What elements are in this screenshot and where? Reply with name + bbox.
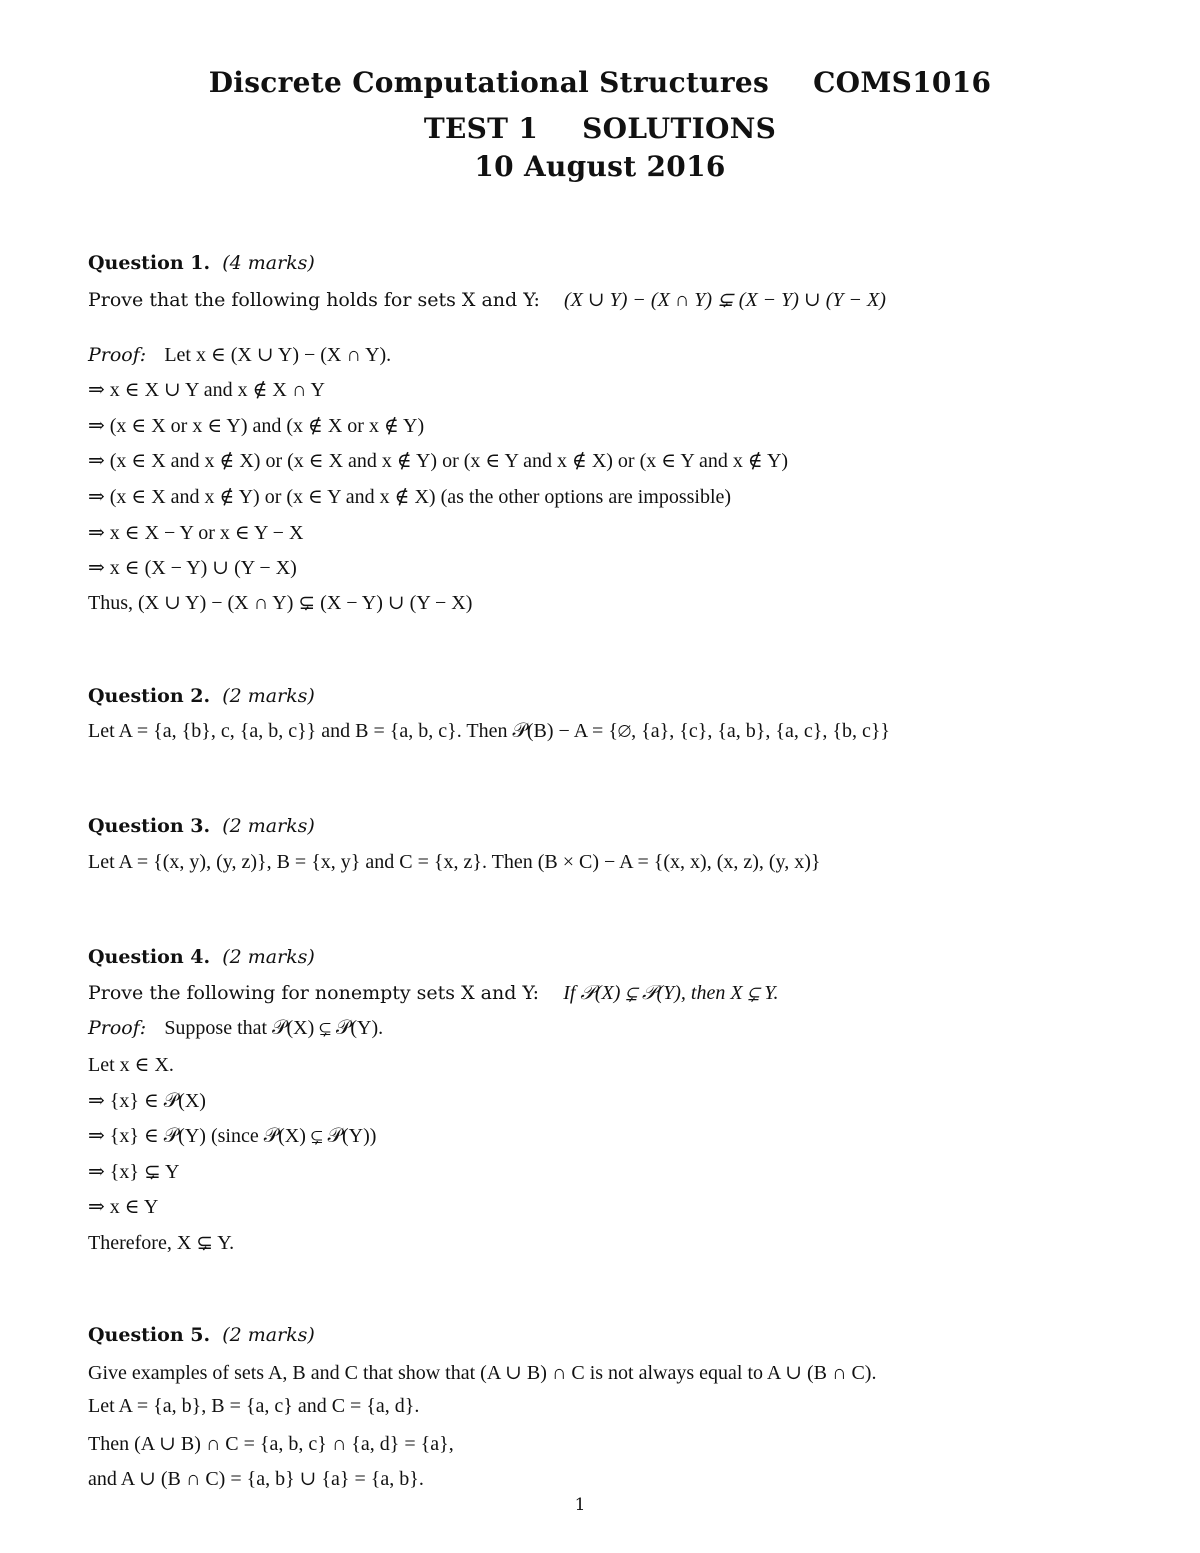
course-name: Discrete Computational Structures bbox=[208, 66, 770, 99]
q3-heading: Question 3. bbox=[88, 815, 211, 837]
q4-proof-line-4: ⇒ {x} ∈ 𝒫(Y) (since 𝒫(X) ⊊ 𝒫(Y)) bbox=[88, 1125, 377, 1147]
q1-conclusion: Thus, (X ∪ Y) − (X ∩ Y) ⊊ (X − Y) ∪ (Y − X) bbox=[88, 592, 473, 614]
q4-prompt-line bbox=[88, 982, 779, 1005]
q1-proof-label: Proof: bbox=[88, 344, 147, 366]
q5-prompt: Give examples of sets A, B and C that show that (A ∪ B) ∩ C is not always equal to A ∪ (B ∩ C). bbox=[88, 1362, 877, 1384]
q1-statement: (X ∪ Y) − (X ∩ Y) ⊊ (X − Y) ∪ (Y − X) bbox=[564, 289, 886, 311]
q1-prompt-line bbox=[88, 287, 886, 312]
q1-heading-line bbox=[88, 252, 315, 274]
course-title-line bbox=[0, 66, 1200, 99]
test-title-line bbox=[0, 112, 1200, 145]
q1-proof-line-6: ⇒ x ∈ X − Y or x ∈ Y − X bbox=[88, 522, 304, 544]
q1-proof-line-5: ⇒ (x ∈ X and x ∉ Y) or (x ∈ Y and x ∉ X) (as the other options are impossible) bbox=[88, 486, 732, 508]
course-code: COMS1016 bbox=[813, 66, 992, 99]
q5-heading-line bbox=[88, 1324, 315, 1346]
q5-line-4: and A ∪ (B ∩ C) = {a, b} ∪ {a} = {a, b}. bbox=[88, 1468, 424, 1490]
test-name: TEST 1 bbox=[423, 112, 539, 145]
q4-proof-line-3: ⇒ {x} ∈ 𝒫(X) bbox=[88, 1090, 206, 1112]
q1-proof-line-1: Proof: Let x ∈ (X ∪ Y) − (X ∩ Y). bbox=[88, 344, 392, 366]
q2-marks: (2 marks) bbox=[222, 685, 315, 707]
page-number: 1 bbox=[574, 1495, 586, 1515]
q5-line-3: Then (A ∪ B) ∩ C = {a, b, c} ∩ {a, d} = {a}, bbox=[88, 1433, 454, 1455]
q4-proof-line-2: Let x ∈ X. bbox=[88, 1054, 174, 1076]
q3-marks: (2 marks) bbox=[222, 815, 315, 837]
q4-proof-line-6: ⇒ x ∈ Y bbox=[88, 1196, 159, 1218]
q3-answer: Let A = {(x, y), (y, z)}, B = {x, y} and C = {x, z}. Then (B × C) − A = {(x, x), (x, z), (y, x)} bbox=[88, 851, 821, 873]
q5-marks: (2 marks) bbox=[222, 1324, 315, 1346]
q2-heading-line bbox=[88, 685, 315, 707]
q4-statement: If 𝒫(X) ⊊ 𝒫(Y), then X ⊊ Y. bbox=[563, 982, 779, 1004]
q4-heading: Question 4. bbox=[88, 946, 211, 968]
q5-heading: Question 5. bbox=[88, 1324, 211, 1346]
q1-proof-line-4: ⇒ (x ∈ X and x ∉ X) or (x ∈ X and x ∉ Y) or (x ∈ Y and x ∉ X) or (x ∈ Y and x ∉ Y) bbox=[88, 450, 789, 472]
q4-conclusion: Therefore, X ⊊ Y. bbox=[88, 1232, 235, 1254]
q1-prompt: Prove that the following holds for sets X and Y: bbox=[88, 289, 540, 311]
q4-proof-line-1: Proof: Suppose that 𝒫(X) ⊊ 𝒫(Y). bbox=[88, 1017, 384, 1039]
q2-heading: Question 2. bbox=[88, 685, 211, 707]
q4-proof-line-5: ⇒ {x} ⊊ Y bbox=[88, 1161, 180, 1183]
q4-prompt: Prove the following for nonempty sets X and Y: bbox=[88, 982, 540, 1004]
q5-line-2: Let A = {a, b}, B = {a, c} and C = {a, d}. bbox=[88, 1395, 420, 1417]
q4-marks: (2 marks) bbox=[222, 946, 315, 968]
q1-heading: Question 1. bbox=[88, 252, 211, 274]
q4-proof-label: Proof: bbox=[88, 1017, 147, 1039]
q2-answer: Let A = {a, {b}, c, {a, b, c}} and B = {a, b, c}. Then 𝒫(B) − A = {∅, {a}, {c}, {a, b}, {a, c}, {b, c}} bbox=[88, 720, 891, 742]
q1-proof-line-2: ⇒ x ∈ X ∪ Y and x ∉ X ∩ Y bbox=[88, 379, 325, 401]
q1-marks: (4 marks) bbox=[222, 252, 315, 274]
q3-heading-line bbox=[88, 815, 315, 837]
solutions-label: SOLUTIONS bbox=[582, 112, 777, 145]
q1-proof-line-7: ⇒ x ∈ (X − Y) ∪ (Y − X) bbox=[88, 557, 297, 579]
q4-heading-line bbox=[88, 946, 315, 968]
test-date: 10 August 2016 bbox=[474, 150, 726, 183]
q1-proof-line-3: ⇒ (x ∈ X or x ∈ Y) and (x ∉ X or x ∉ Y) bbox=[88, 415, 425, 437]
